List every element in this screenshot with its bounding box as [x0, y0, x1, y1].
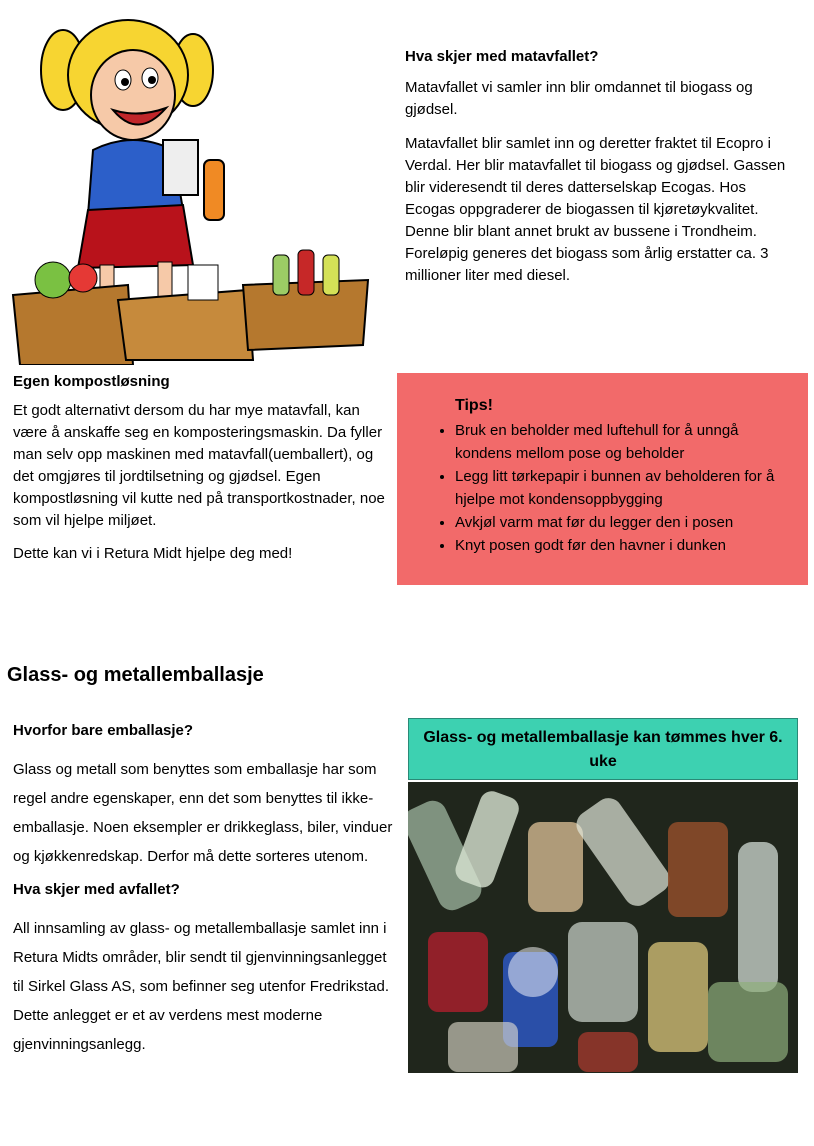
- glass-text-column: [13, 722, 393, 1069]
- tips-item: • Bruk en beholder med luftehull for å unngå kondens mellom pose og beholder: [455, 419, 788, 465]
- glass-heading-what: Hva skjer med avfallet?: [13, 881, 180, 898]
- tips-item: • Legg litt tørkepapir i bunnen av beholderen for å hjelpe mot kondensoppbygging: [455, 465, 788, 511]
- glass-collection-banner: Glass- og metallemballasje kan tømmes hver 6. uke: [408, 718, 798, 780]
- glass-section-title: Glass- og metallemballasje: [7, 664, 264, 686]
- kompost-paragraph-1: Et godt alternativt dersom du har mye matavfall, kan være å anskaffe seg en komposteringsmaskin. Da fyller man selv opp maskinen med matavfall(uemballert), og det omgjøres til jordtilsetning og gjødsel. Egen kompostløsning vil kutte ned på transportkostnader, noe som vil hjelpe miljøet.: [13, 402, 385, 529]
- tips-item: • Avkjøl varm mat før du legger den i posen: [455, 511, 788, 534]
- glass-paragraph-2: All innsamling av glass- og metallemballasje samlet inn i Retura Midts områder, blir sendt til gjenvinningsanlegget til Sirkel Glass AS, som befinner seg utenfor Fredrikstad. Dette anlegget er et av verdens mest moderne gjenvinningsanlegg.: [13, 920, 389, 1053]
- glass-bottles-photo: [408, 782, 798, 1073]
- tips-item: • Knyt posen godt før den havner i dunken: [455, 534, 788, 557]
- matavfall-heading: Hva skjer med matavfallet?: [405, 48, 599, 65]
- glass-heading-why: Hvorfor bare emballasje?: [13, 722, 194, 739]
- kompost-paragraph-2: Dette kan vi i Retura Midt hjelpe deg med!: [13, 545, 293, 562]
- matavfall-paragraph-2: Matavfallet blir samlet inn og deretter fraktet til Ecopro i Verdal. Her blir matavfallet til biogass og gjødsel. Gassen blir videresendt til deres datterselskap Ecogas. Hos Ecogas oppgraderer de biogassen til kjøretøykvalitet. Denne blir blant annet brukt av bussene i Trondheim. Foreløpig generes det biogass som årlig erstatter ca. 3 millioner liter med diesel.: [405, 135, 786, 284]
- tips-heading: Tips!: [455, 397, 493, 414]
- girl-recycling-illustration: [8, 10, 378, 365]
- matavfall-section: [405, 48, 800, 299]
- kompost-heading: Egen kompostløsning: [13, 373, 170, 390]
- matavfall-paragraph-1: Matavfallet vi samler inn blir omdannet til biogass og gjødsel.: [405, 79, 753, 118]
- glass-paragraph-1: Glass og metall som benyttes som emballasje har som regel andre egenskaper, enn det som benyttes til ikke-emballasje. Noen eksempler er drikkeglass, biler, vinduer og kjøkkenredskap. Derfor må dette sorteres utenom.: [13, 761, 393, 865]
- kompost-section: [13, 373, 385, 576]
- tips-box: [397, 373, 808, 585]
- tips-list: [427, 419, 788, 557]
